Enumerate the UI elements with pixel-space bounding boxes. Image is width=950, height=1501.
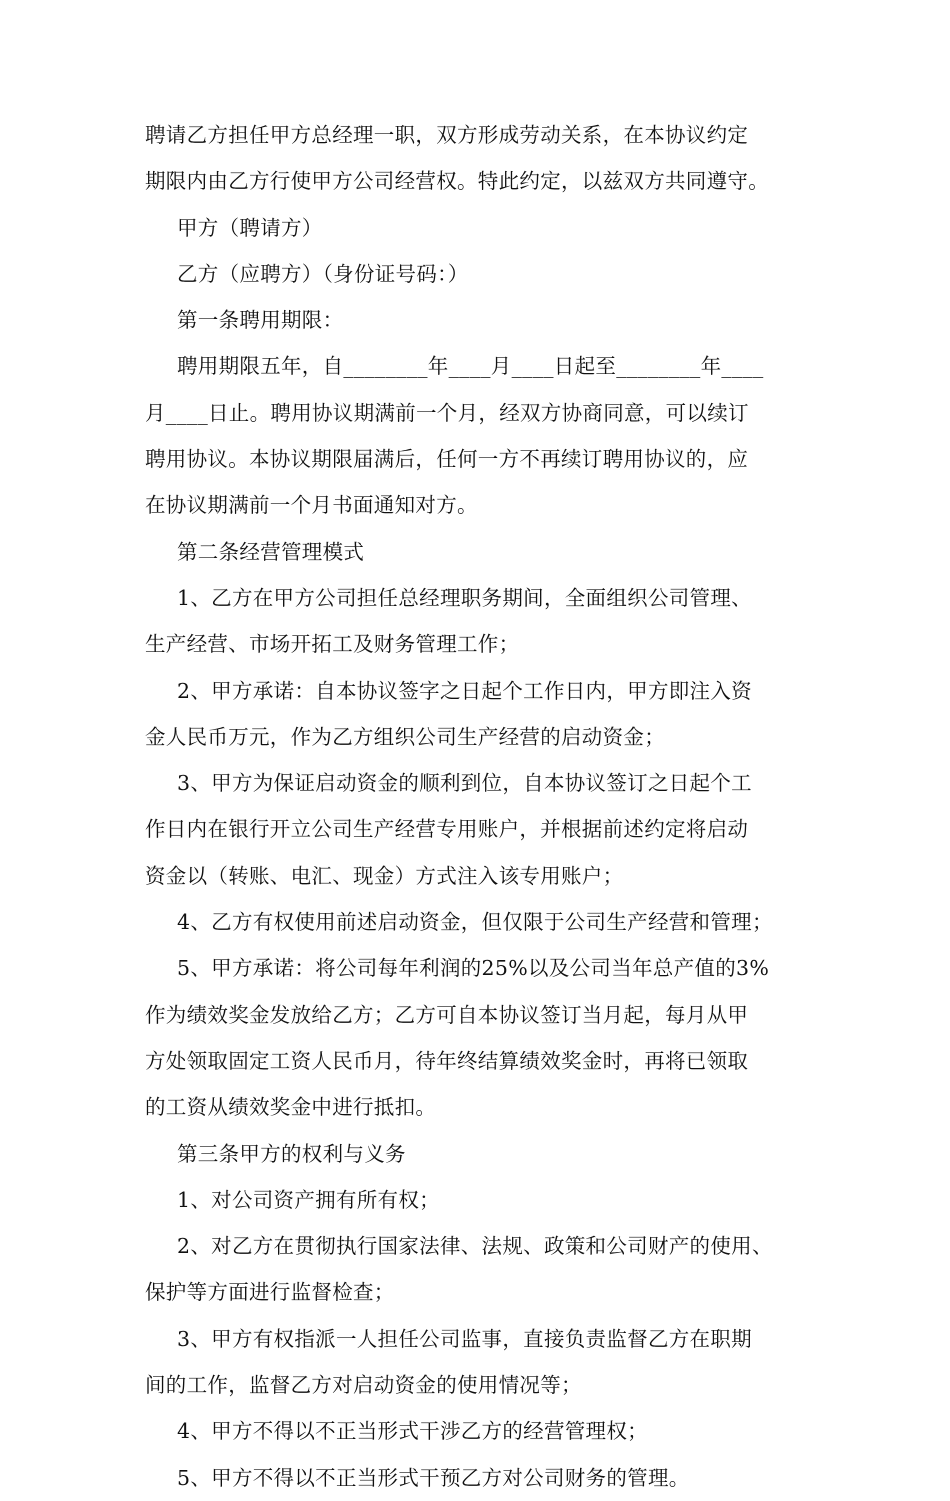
document-body bbox=[0, 112, 950, 1501]
text-line: 方处领取固定工资人民币月，待年终结算绩效奖金时，再将已领取 bbox=[145, 1048, 749, 1073]
text-line: 间的工作，监督乙方对启动资金的使用情况等； bbox=[145, 1373, 582, 1398]
text-line: 第二条经营管理模式 bbox=[177, 539, 365, 564]
text-line: 聘请乙方担任甲方总经理一职，双方形成劳动关系，在本协议约定 bbox=[145, 123, 749, 147]
text-line: 5、甲方不得以不正当形式干预乙方对公司财务的管理。 bbox=[177, 1465, 690, 1490]
text-line: 第三条甲方的权利与义务 bbox=[177, 1141, 406, 1166]
text-line: 5、甲方承诺：将公司每年利润的25%以及公司当年总产值的3% bbox=[177, 956, 770, 981]
text-line: 乙方（应聘方）（身份证号码：） bbox=[177, 261, 469, 286]
text-line: 生产经营、市场开拓工及财务管理工作； bbox=[145, 632, 520, 657]
text-line: 3、甲方为保证启动资金的顺利到位，自本协议签订之日起个工 bbox=[177, 771, 752, 796]
text-line: 保护等方面进行监督检查； bbox=[145, 1280, 395, 1305]
text-line: 4、乙方有权使用前述启动资金，但仅限于公司生产经营和管理； bbox=[177, 910, 773, 935]
text-line: 金人民币万元，作为乙方组织公司生产经营的启动资金； bbox=[145, 724, 665, 749]
text-line: 第一条聘用期限： bbox=[177, 308, 344, 333]
text-line: 4、甲方不得以不正当形式干涉乙方的经营管理权； bbox=[177, 1419, 648, 1444]
text-line: 1、乙方在甲方公司担任总经理职务期间，全面组织公司管理、 bbox=[177, 585, 752, 610]
text-line: 3、甲方有权指派一人担任公司监事，直接负责监督乙方在职期 bbox=[177, 1326, 752, 1351]
document-page bbox=[0, 112, 950, 1501]
text-line: 1、对公司资产拥有所有权； bbox=[177, 1187, 440, 1212]
text-line: 作为绩效奖金发放给乙方；乙方可自本协议签订当月起，每月从甲 bbox=[145, 1002, 749, 1027]
text-line: 的工资从绩效奖金中进行抵扣。 bbox=[145, 1095, 437, 1120]
text-line: 作日内在银行开立公司生产经营专用账户，并根据前述约定将启动 bbox=[145, 817, 749, 842]
text-line: 期限内由乙方行使甲方公司经营权。特此约定，以兹双方共同遵守。 bbox=[145, 169, 769, 194]
text-line: 聘用协议。本协议期限届满后，任何一方不再续订聘用协议的，应 bbox=[145, 447, 749, 472]
text-line: 2、甲方承诺：自本协议签字之日起个工作日内，甲方即注入资 bbox=[177, 678, 752, 703]
text-line: 在协议期满前一个月书面通知对方。 bbox=[145, 493, 478, 518]
text-line: 聘用期限五年，自________年____月____日起至________年____ bbox=[177, 354, 764, 379]
text-line: 甲方（聘请方） bbox=[177, 215, 323, 240]
text-line: 资金以（转账、电汇、现金）方式注入该专用账户； bbox=[145, 863, 624, 888]
text-line: 月____日止。聘用协议期满前一个月，经双方协商同意，可以续订 bbox=[145, 400, 749, 425]
text-line: 2、对乙方在贯彻执行国家法律、法规、政策和公司财产的使用、 bbox=[177, 1234, 773, 1259]
